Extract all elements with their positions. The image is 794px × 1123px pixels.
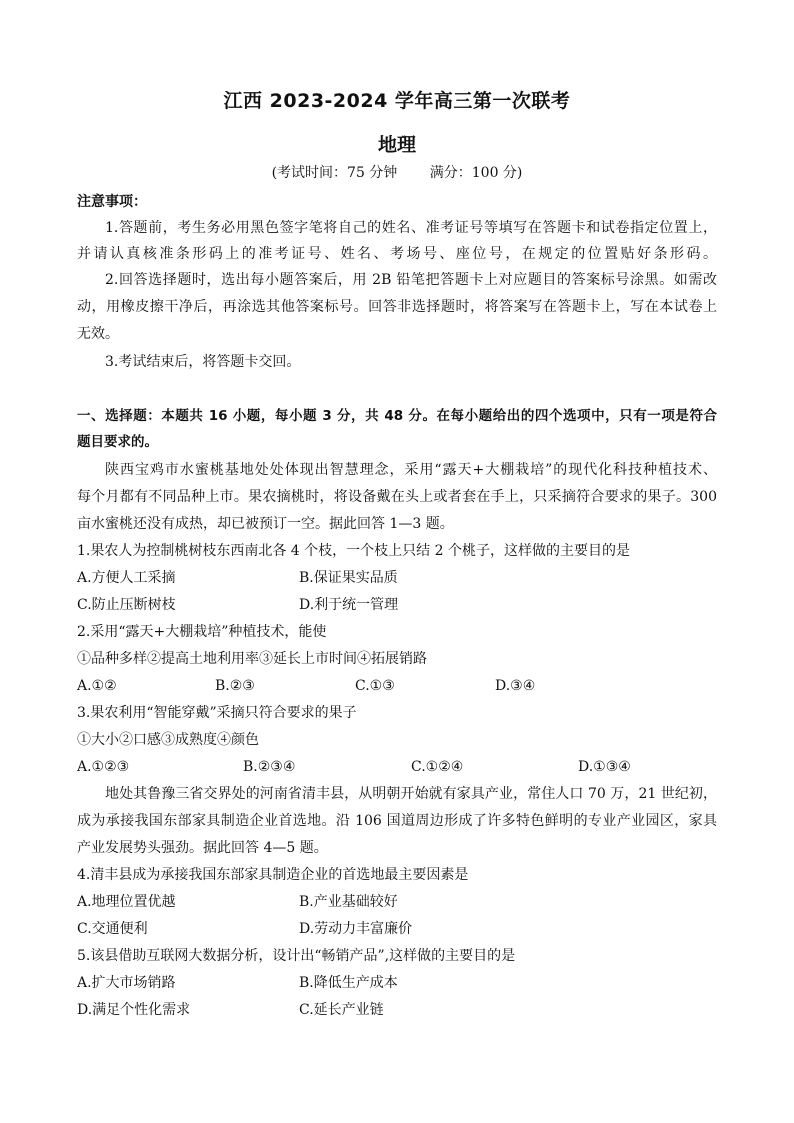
passage-1-line-2: 每个月都有不同品种上市。果农摘桃时，将设备戴在头上或者套在手上，只采摘符合要求的果子。300 [77, 489, 717, 505]
question-5-stem: 5.该县借助互联网大数据分析，设计出“畅销产品”,这样做的主要目的是 [77, 948, 516, 964]
note-2-line-1: 2.回答选择题时，选出每小题答案后，用 2B 铅笔把答题卡上对应题目的答案标号涂黑。如需改 [105, 272, 717, 288]
question-4-option-c: C.交通便利 [77, 921, 148, 937]
passage-1-line-1: 陕西宝鸡市水蜜桃基地处处体现出智慧理念，采用“露天+大棚栽培”的现代化科技种植技术、 [105, 462, 717, 478]
question-4-option-d: D.劳动力丰富廉价 [299, 921, 413, 937]
note-1-line-1: 1.答题前，考生务必用黑色签字笔将自己的姓名、准考证号等填写在答题卡和试卷指定位置上， [105, 220, 717, 236]
passage-2-line-1: 地处其鲁豫三省交界处的河南省清丰县，从明朝开始就有家具产业，常住人口 70 万，21 世纪初， [105, 786, 717, 802]
question-2-option-c: C.①③ [355, 678, 395, 694]
note-1-line-2: 并请认真核准条形码上的准考证号、姓名、考场号、座位号，在规定的位置贴好条形码。 [77, 246, 717, 262]
section-heading-line-1: 一、选择题：本题共 16 小题，每小题 3 分，共 48 分。在每小题给出的四个选项中，只有一项是符合 [77, 408, 717, 424]
question-4-stem: 4.清丰县成为承接我国东部家具制造企业的首选地最主要因素是 [77, 867, 469, 883]
question-1-option-d: D.利于统一管理 [299, 597, 399, 613]
question-3-items: ①大小②口感③成熟度④颜色 [77, 732, 259, 748]
question-5-option-d: C.延长产业链 [299, 1002, 384, 1018]
exam-score: 满分：100 分) [429, 165, 523, 181]
passage-2-line-3: 产业发展势头强劲。据此回答 4—5 题。 [77, 840, 328, 856]
question-5-option-a: A.扩大市场销路 [77, 975, 176, 991]
note-2-line-3: 无效。 [77, 326, 119, 342]
section-heading-line-2: 题目要求的。 [77, 434, 158, 450]
exam-time: (考试时间：75 分钟 [271, 165, 398, 181]
question-1-option-a: A.方便人工采摘 [77, 570, 176, 586]
question-4-option-b: B.产业基础较好 [299, 894, 398, 910]
question-4-option-a: A.地理位置优越 [77, 894, 176, 910]
question-1-stem: 1.果农人为控制桃树枝东西南北各 4 个枝，一个枝上只结 2 个桃子，这样做的主要目的是 [77, 543, 630, 559]
question-1-option-b: B.保证果实品质 [299, 570, 398, 586]
question-3-option-a: A.①②③ [77, 759, 130, 775]
question-2-option-a: A.①② [77, 678, 117, 694]
passage-2-line-2: 成为承接我国东部家具制造企业首选地。沿 106 国道周边形成了许多特色鲜明的专业产业园区，家具 [77, 813, 717, 829]
question-2-stem: 2.采用“露天+大棚栽培”种植技术，能使 [77, 624, 327, 640]
question-2-option-b: B.②③ [215, 678, 255, 694]
question-5-option-b: B.降低生产成本 [299, 975, 398, 991]
question-3-option-c: C.①②④ [411, 759, 464, 775]
question-3-option-b: B.②③④ [243, 759, 296, 775]
exam-title: 江西 2023-2024 学年高三第一次联考 [223, 90, 571, 112]
note-2-line-2: 动，用橡皮擦干净后，再涂选其他答案标号。回答非选择题时，将答案写在答题卡上，写在本试卷上 [77, 299, 717, 315]
exam-info [0, 162, 794, 182]
question-5-option-c: D.满足个性化需求 [77, 1002, 191, 1018]
question-1-option-c: C.防止压断树枝 [77, 597, 176, 613]
subject-title: 地理 [377, 134, 416, 156]
note-3: 3.考试结束后，将答题卡交回。 [105, 354, 301, 370]
passage-1-line-3: 亩水蜜桃还没有成热，却已被预订一空。据此回答 1—3 题。 [77, 516, 454, 532]
question-3-stem: 3.果农利用“智能穿戴”采摘只符合要求的果子 [77, 705, 357, 721]
question-3-option-d: D.①③④ [578, 759, 631, 775]
notes-heading: 注意事项： [77, 194, 147, 210]
question-2-items: ①品种多样②提高土地利用率③延长上市时间④拓展销路 [77, 651, 427, 667]
question-2-option-d: D.③④ [495, 678, 536, 694]
